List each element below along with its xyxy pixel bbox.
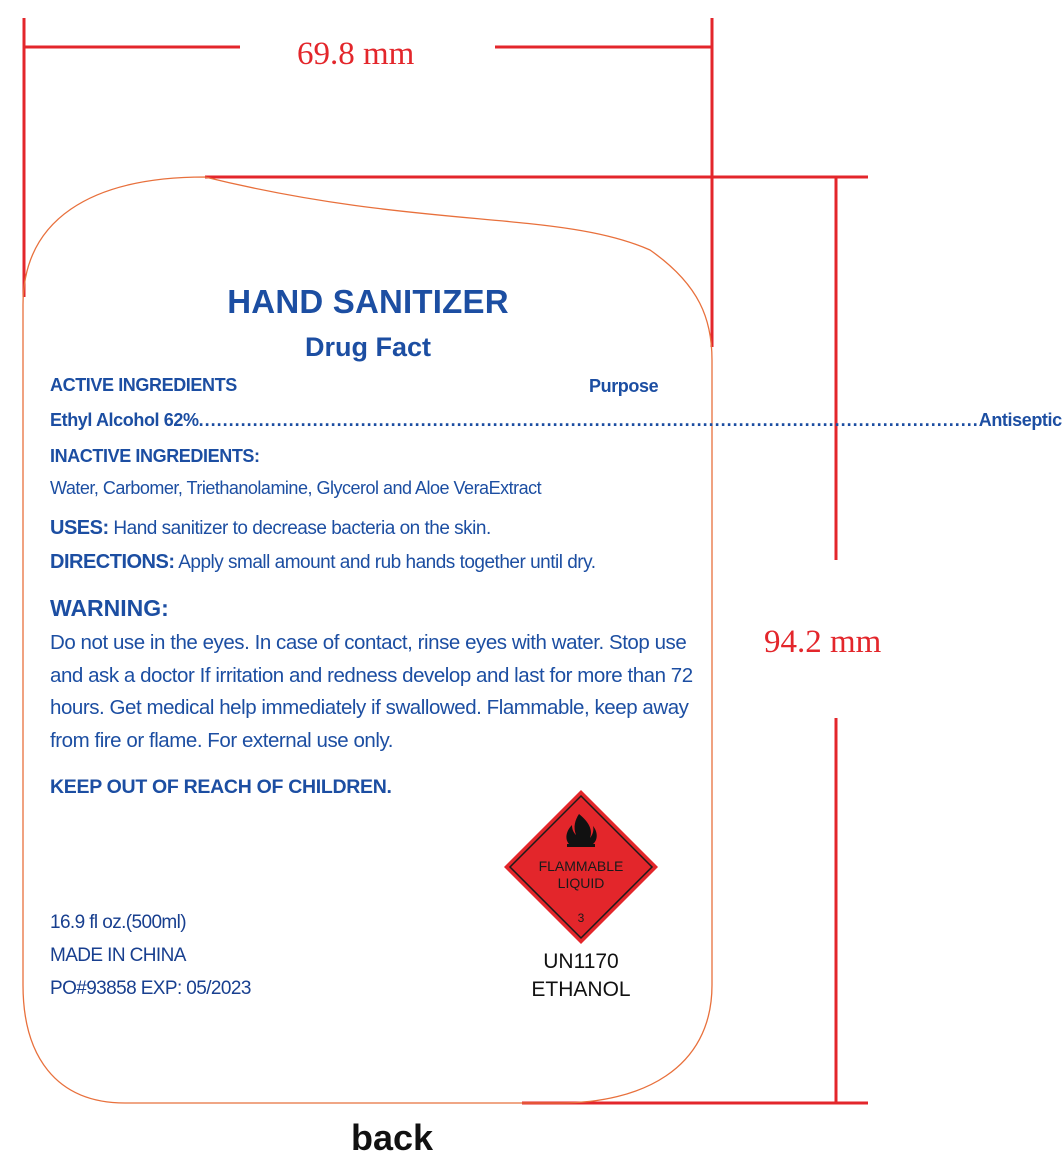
- width-dimension-label: 69.8 mm: [297, 36, 415, 72]
- footer-info: [50, 906, 251, 1005]
- uses-label: USES:: [50, 517, 109, 539]
- un-info: [500, 948, 662, 1004]
- active-ingredient: Ethyl Alcohol 62%: [50, 410, 199, 430]
- volume: 16.9 fl oz.(500ml): [50, 912, 186, 933]
- substance-name: ETHANOL: [531, 978, 631, 1001]
- drug-fact-subtitle: Drug Fact: [304, 332, 431, 362]
- warning-heading: WARNING:: [50, 595, 169, 621]
- un-number: UN1170: [543, 950, 619, 973]
- back-caption: back: [351, 1117, 434, 1158]
- active-ingredients-heading: ACTIVE INGREDIENTS: [50, 375, 237, 395]
- po-exp: PO#93858 EXP: 05/2023: [50, 978, 251, 999]
- hazard-line1: FLAMMABLE: [538, 858, 624, 874]
- purpose-heading: Purpose: [589, 376, 659, 396]
- uses-line: [50, 517, 491, 540]
- keep-out-warning: KEEP OUT OF REACH OF CHILDREN.: [50, 776, 392, 798]
- warning-text: Do not use in the eyes. In case of contact, rinse eyes with water. Stop use and ask a doctor If irritation and redness develop and last for more than 72 hours. Get medical help immediately if swallowed. Flammable, keep away from fire or flame. For external use only.: [50, 631, 693, 752]
- directions-line: [50, 551, 595, 574]
- product-title: HAND SANITIZER: [227, 283, 509, 320]
- origin: MADE IN CHINA: [50, 945, 186, 966]
- active-ingredient-row: [50, 410, 1062, 431]
- hazard-class-number: 3: [577, 911, 585, 925]
- directions-text: Apply small amount and rub hands together until dry.: [178, 552, 596, 573]
- inactive-ingredients-heading: INACTIVE INGREDIENTS:: [50, 446, 260, 466]
- directions-label: DIRECTIONS:: [50, 551, 175, 573]
- flammable-hazard-diamond: [502, 788, 660, 946]
- active-purpose: Antiseptic: [978, 410, 1062, 430]
- uses-text: Hand sanitizer to decrease bacteria on the skin.: [113, 518, 491, 539]
- dot-leader: ..................................................................................................................................: [198, 410, 979, 430]
- hazard-line2: LIQUID: [557, 875, 605, 891]
- height-dimension-label: 94.2 mm: [764, 624, 882, 660]
- inactive-ingredients-list: Water, Carbomer, Triethanolamine, Glycerol and Aloe VeraExtract: [50, 478, 542, 498]
